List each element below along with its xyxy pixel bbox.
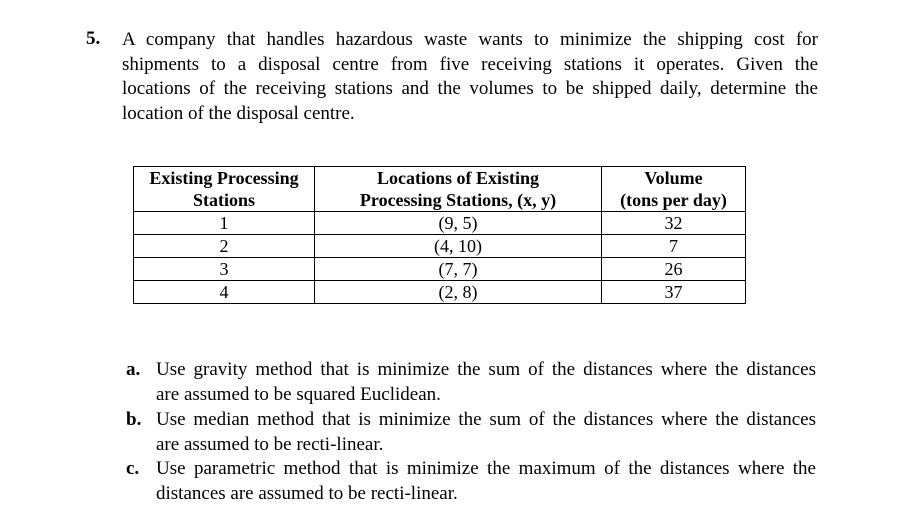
part-label: b. xyxy=(126,409,142,430)
volume-cell: 32 xyxy=(602,212,746,235)
station-cell: 4 xyxy=(134,281,315,304)
table-row xyxy=(134,258,746,281)
part-c xyxy=(126,456,818,506)
table-row xyxy=(134,235,746,258)
header-volume-line1: Volume xyxy=(644,168,703,188)
part-b xyxy=(126,407,818,457)
header-stations xyxy=(134,167,315,212)
question-line: location of the disposal centre. xyxy=(122,102,355,124)
header-volume xyxy=(602,167,746,212)
header-locations-line2: Processing Stations, (x, y) xyxy=(359,190,557,210)
location-cell: (7, 7) xyxy=(315,258,602,281)
station-cell: 2 xyxy=(134,235,315,258)
volume-cell: 37 xyxy=(602,281,746,304)
question-text xyxy=(122,28,818,126)
question-line: locations of the receiving stations and the volumes to be shipped daily, determine the xyxy=(122,78,818,99)
header-locations xyxy=(315,167,602,212)
location-cell: (2, 8) xyxy=(315,281,602,304)
volume-cell: 7 xyxy=(602,235,746,258)
header-volume-line2: (tons per day) xyxy=(620,190,727,210)
stations-table xyxy=(133,166,746,304)
table-row xyxy=(134,212,746,235)
header-stations-line2: Stations xyxy=(192,190,255,210)
header-locations-line1: Locations of Existing xyxy=(376,168,540,188)
volume-cell: 26 xyxy=(602,258,746,281)
part-line: Use parametric method that is minimize the maximum of the distances where the xyxy=(156,458,816,479)
question-number: 5. xyxy=(86,28,101,49)
question-line: shipments to a disposal centre from five receiving stations it operates. Given the xyxy=(122,53,818,75)
station-cell: 3 xyxy=(134,258,315,281)
station-cell: 1 xyxy=(134,212,315,235)
part-label: c. xyxy=(126,458,140,479)
question-line: A company that handles hazardous waste wants to minimize the shipping cost for xyxy=(122,29,818,50)
part-a xyxy=(126,357,818,407)
location-cell: (4, 10) xyxy=(315,235,602,258)
part-line: distances are assumed to be recti-linear. xyxy=(156,483,458,504)
header-stations-line1: Existing Processing xyxy=(149,168,299,188)
part-line: Use gravity method that is minimize the sum of the distances where the distances xyxy=(156,359,816,380)
part-label: a. xyxy=(126,359,141,380)
part-line: are assumed to be squared Euclidean. xyxy=(156,384,441,405)
table-row xyxy=(134,281,746,304)
table-header-row xyxy=(134,167,746,212)
location-cell: (9, 5) xyxy=(315,212,602,235)
part-line: are assumed to be recti-linear. xyxy=(156,434,384,455)
part-line: Use median method that is minimize the sum of the distances where the distances xyxy=(156,409,816,430)
